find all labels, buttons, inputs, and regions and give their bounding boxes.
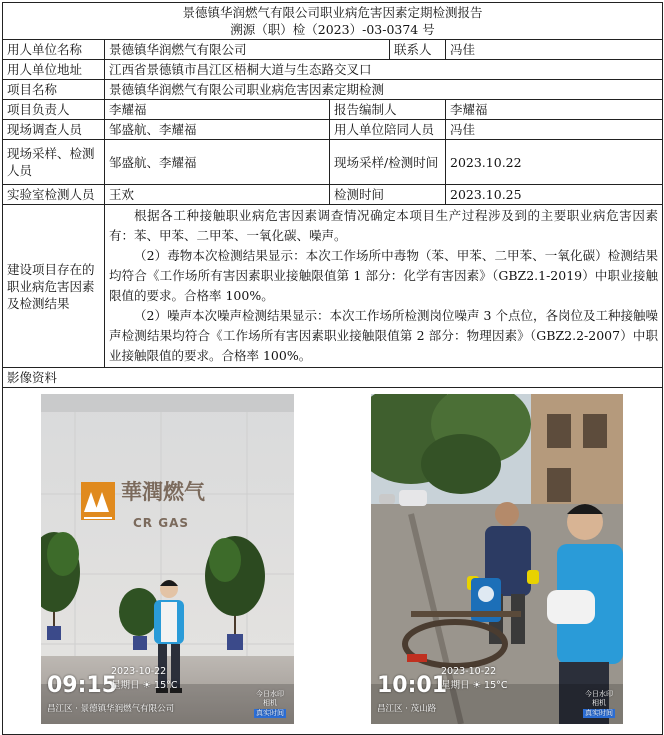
photo-time: 09:15 — [47, 673, 118, 698]
address-value: 江西省景德镇市昌江区梧桐大道与生态路交叉口 — [105, 60, 663, 80]
report-table — [2, 2, 663, 735]
sampling-time-label: 现场采样/检测时间 — [330, 140, 446, 185]
photo-date: 2023-10-22 — [441, 666, 497, 677]
lab-value: 王欢 — [105, 185, 330, 205]
compiler-label: 报告编制人 — [330, 100, 446, 120]
survey-value: 邹盛航、李耀福 — [105, 120, 330, 140]
badge-tag: 真实时间 — [256, 709, 284, 717]
watermark-badge — [579, 690, 619, 718]
compiler-value: 李耀福 — [446, 100, 663, 120]
report-number: 溯源（职）检（2023）-03-0374 号 — [230, 22, 435, 37]
survey-label: 现场调查人员 — [3, 120, 105, 140]
lead-value: 李耀福 — [105, 100, 330, 120]
photo-date: 2023-10-22 — [111, 666, 167, 677]
contact-label: 联系人 — [390, 40, 446, 60]
result-paragraph-2: （2）毒物本次检测结果显示：本次工作场所中毒物（苯、甲苯、二甲苯、一氧化碳）检测结果均符合《工作场所有害因素职业接触限值第 1 部分：化学有害因素》（GBZ2.1-2019）中职业接触限值的要求。合格率 100%。 — [109, 248, 659, 303]
sampling-label: 现场采样、检测人员 — [3, 140, 105, 185]
logo-cn-text: 華潤燃气 — [121, 480, 205, 504]
watermark-badge — [250, 690, 290, 718]
result-paragraph-3: （2）噪声本次噪声检测结果显示：本次工作场所检测岗位噪声 3 个点位，各岗位及工种接触噪声检测结果均符合《工作场所有害因素职业接触限值第 2 部分：物理因素》（GBZ2.2-2007）中职业接触限值的要求。合格率 100%。 — [109, 308, 659, 363]
project-label: 项目名称 — [3, 80, 105, 100]
address-label: 用人单位地址 — [3, 60, 105, 80]
escort-label: 用人单位陪同人员 — [330, 120, 446, 140]
badge-line-2: 相机 — [592, 699, 606, 707]
images-cell — [3, 388, 663, 735]
report-header — [3, 3, 663, 40]
images-label: 影像资料 — [3, 368, 663, 388]
result-label: 建设项目存在的职业病危害因素及检测结果 — [3, 205, 105, 368]
badge-line-1: 今日水印 — [256, 690, 284, 698]
report-title: 景德镇华润燃气有限公司职业病危害因素定期检测报告 — [182, 5, 483, 20]
photo-weekday: 星期日 ☀ 15°C — [111, 680, 178, 691]
photo-location: 昌江区 · 景德镇华润燃气有限公司 — [47, 704, 175, 714]
project-value: 景德镇华润燃气有限公司职业病危害因素定期检测 — [105, 80, 663, 100]
sampling-time-value: 2023.10.22 — [446, 140, 663, 185]
contact-value: 冯佳 — [446, 40, 663, 60]
detect-time-label: 检测时间 — [330, 185, 446, 205]
badge-line-1: 今日水印 — [585, 690, 613, 698]
lab-label: 实验室检测人员 — [3, 185, 105, 205]
logo-en-text: CR GAS — [133, 516, 190, 530]
detect-time-value: 2023.10.25 — [446, 185, 663, 205]
badge-line-2: 相机 — [263, 699, 277, 707]
photo-weekday: 星期日 ☀ 15°C — [441, 680, 508, 691]
escort-value: 冯佳 — [446, 120, 663, 140]
photo-location: 昌江区 · 茂山路 — [377, 704, 437, 714]
lead-label: 项目负责人 — [3, 100, 105, 120]
badge-tag: 真实时间 — [585, 709, 613, 717]
employer-value: 景德镇华润燃气有限公司 — [105, 40, 390, 60]
employer-label: 用人单位名称 — [3, 40, 105, 60]
sampling-value: 邹盛航、李耀福 — [105, 140, 330, 185]
photo-time: 10:01 — [377, 673, 448, 698]
result-paragraph-1: 根据各工种接触职业病危害因素调查情况确定本项目生产过程涉及到的主要职业病危害因素有：苯、甲苯、二甲苯、一氧化碳、噪声。 — [109, 208, 659, 243]
photo-lobby — [41, 394, 294, 724]
result-text — [105, 205, 663, 368]
photo-field — [371, 394, 623, 724]
